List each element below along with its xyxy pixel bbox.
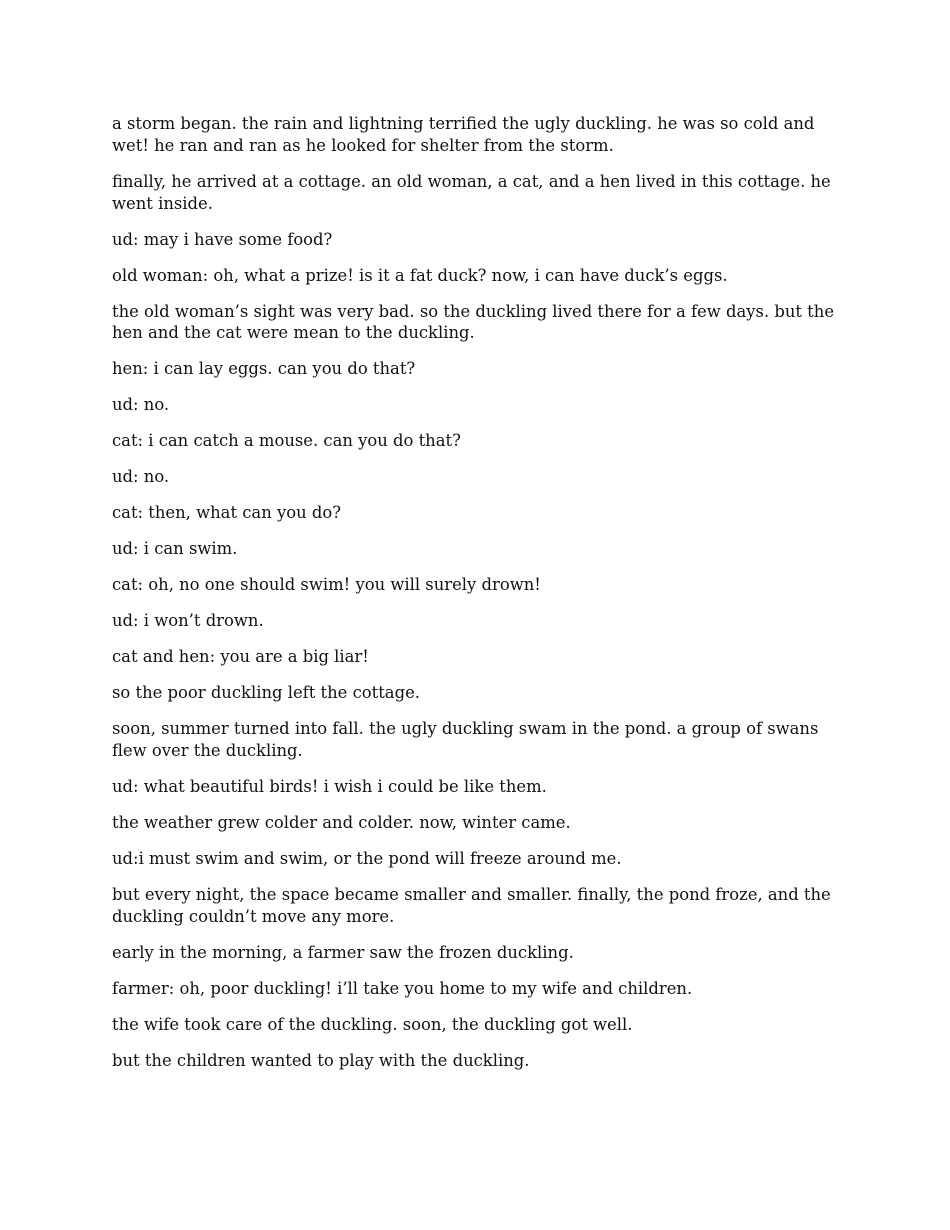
paragraph-15: so the poor duckling left the cottage. [112, 683, 420, 703]
paragraph-24: but the children wanted to play with the duckling. [112, 1050, 530, 1070]
paragraph-3: ud: may i have some food? [112, 229, 333, 249]
paragraph-11: ud: i can swim. [112, 539, 238, 559]
paragraph-18: the weather grew colder and colder. now, winter came. [112, 812, 571, 832]
paragraph-4: old woman: oh, what a prize! is it a fat duck? now, i can have duck’s eggs. [112, 265, 728, 285]
paragraph-21: early in the morning, a farmer saw the frozen duckling. [112, 942, 574, 962]
paragraph-7: ud: no. [112, 395, 170, 415]
paragraph-22: farmer: oh, poor duckling! i’ll take you home to my wife and children. [112, 978, 693, 998]
document-body [112, 113, 838, 1086]
paragraph-19: ud:i must swim and swim, or the pond will freeze around me. [112, 848, 622, 868]
paragraph-1: a storm began. the rain and lightning terrified the ugly duckling. he was so cold and wet! he ran and ran as he looked for shelter from the storm. [112, 114, 815, 155]
paragraph-8: cat: i can catch a mouse. can you do that? [112, 431, 461, 451]
paragraph-2: finally, he arrived at a cottage. an old woman, a cat, and a hen lived in this cottage. he went inside. [112, 171, 831, 213]
paragraph-23: the wife took care of the duckling. soon, the duckling got well. [112, 1014, 633, 1034]
paragraph-17: ud: what beautiful birds! i wish i could be like them. [112, 776, 547, 796]
paragraph-9: ud: no. [112, 467, 170, 487]
paragraph-20: but every night, the space became smaller and smaller. finally, the pond froze, and the duckling couldn’t move any more. [112, 884, 831, 926]
paragraph-14: cat and hen: you are a big liar! [112, 647, 369, 667]
paragraph-6: hen: i can lay eggs. can you do that? [112, 359, 416, 379]
paragraph-10: cat: then, what can you do? [112, 503, 342, 523]
paragraph-13: ud: i won’t drown. [112, 611, 264, 631]
paragraph-5: the old woman’s sight was very bad. so the duckling lived there for a few days. but the hen and the cat were mean to the duckling. [112, 301, 835, 343]
paragraph-16: soon, summer turned into fall. the ugly duckling swam in the pond. a group of swans flew over the duckling. [112, 719, 819, 760]
paragraph-12: cat: oh, no one should swim! you will surely drown! [112, 575, 541, 595]
